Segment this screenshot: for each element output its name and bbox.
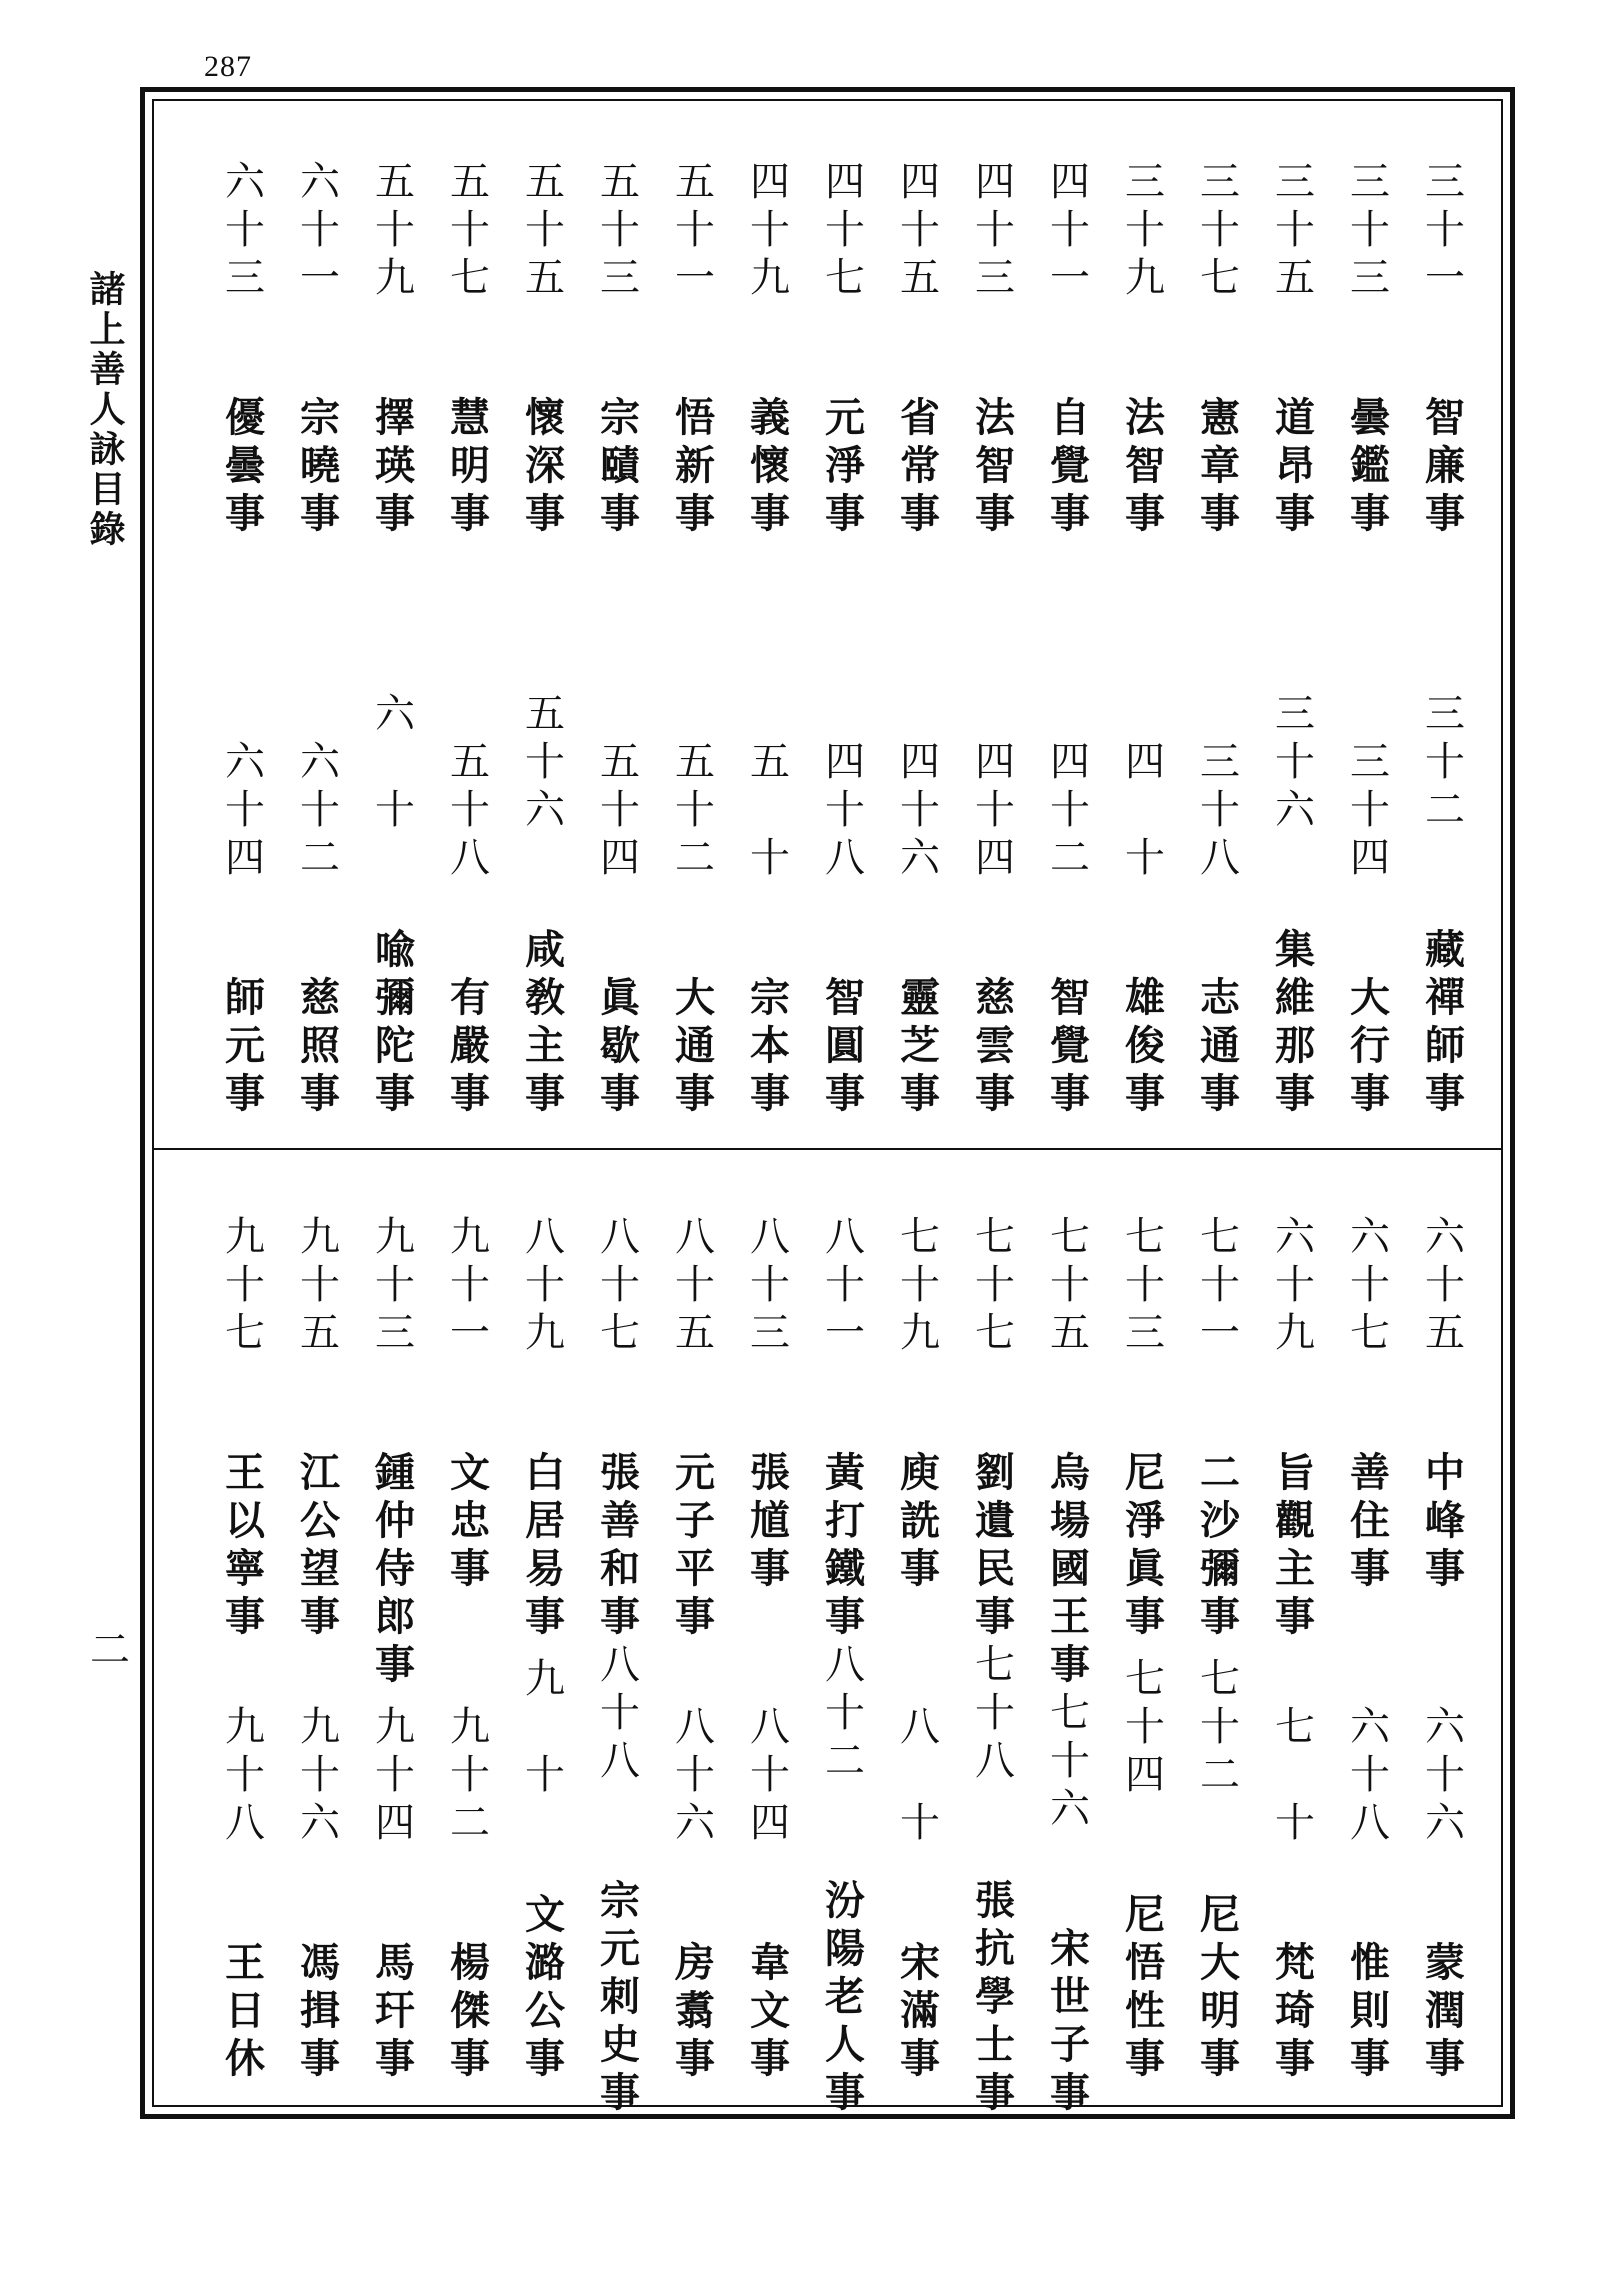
toc-column — [954, 160, 1029, 1120]
entry-title: 白居易事 — [518, 1451, 566, 1643]
toc-entry — [1118, 160, 1166, 540]
entry-title: 元子平事 — [668, 1451, 716, 1643]
toc-column — [429, 160, 504, 1120]
toc-entry — [293, 740, 341, 1120]
entry-title: 善住事 — [1343, 1451, 1391, 1595]
toc-entry — [218, 160, 266, 540]
entry-title: 宋世子事 — [1043, 1927, 1091, 2119]
toc-entry — [593, 1215, 641, 1643]
toc-column — [354, 1215, 429, 2085]
toc-entry — [1343, 1705, 1391, 2085]
toc-entry — [1193, 1215, 1241, 1643]
toc-entry — [443, 160, 491, 540]
entry-number: 九十六 — [293, 1705, 340, 1849]
entry-number: 四十五 — [893, 160, 940, 304]
toc-column — [279, 1215, 354, 2085]
entry-number: 三十六 — [1268, 692, 1315, 836]
toc-entry — [1268, 160, 1316, 540]
toc-entry — [1343, 740, 1391, 1120]
toc-entry — [443, 740, 491, 1120]
toc-entry — [293, 1705, 341, 2085]
entry-number: 八十九 — [518, 1215, 565, 1359]
entry-number: 九十一 — [443, 1215, 490, 1359]
toc-entry — [743, 160, 791, 540]
toc-entry — [668, 1215, 716, 1643]
entry-title: 馬玕事 — [368, 1941, 416, 2085]
toc-entry — [593, 1643, 641, 2119]
entry-title: 法智事 — [968, 396, 1016, 540]
entry-number: 三十七 — [1193, 160, 1240, 304]
entry-title: 曇鑑事 — [1343, 396, 1391, 540]
toc-column — [804, 1215, 879, 2119]
entry-title: 慈雲事 — [968, 976, 1016, 1120]
entry-number: 四 十 — [1118, 740, 1165, 884]
entry-title: 集維那事 — [1268, 928, 1316, 1120]
toc-entry — [1418, 160, 1466, 540]
toc-entry — [1418, 1215, 1466, 1595]
entry-number: 七十二 — [1193, 1657, 1240, 1801]
toc-column — [954, 1215, 1029, 2119]
toc-entry — [1193, 740, 1241, 1120]
toc-entry — [1418, 1705, 1466, 2085]
toc-column — [729, 1215, 804, 2085]
toc-entry — [218, 1705, 266, 2085]
toc-column — [429, 1215, 504, 2085]
toc-entry — [368, 1215, 416, 1691]
entry-number: 四十一 — [1043, 160, 1090, 304]
toc-column — [354, 160, 429, 1120]
entry-title: 房翥事 — [668, 1941, 716, 2085]
entry-number: 八十三 — [743, 1215, 790, 1359]
entry-title: 宗賾事 — [593, 396, 641, 540]
entry-title: 智廉事 — [1418, 396, 1466, 540]
toc-column — [579, 160, 654, 1120]
entry-title: 智覺事 — [1043, 976, 1091, 1120]
entry-number: 五十一 — [668, 160, 715, 304]
toc-entry — [818, 1643, 866, 2119]
toc-entry — [668, 1705, 716, 2085]
entry-number: 六十一 — [293, 160, 340, 304]
toc-column — [1404, 160, 1479, 1120]
entry-number: 六十八 — [1343, 1705, 1390, 1849]
top-half-contents — [152, 160, 1503, 1120]
toc-column — [1254, 1215, 1329, 2085]
entry-number: 九十三 — [368, 1215, 415, 1359]
entry-title: 藏禪師事 — [1418, 928, 1466, 1120]
toc-entry — [518, 1657, 566, 2085]
entry-number: 七十一 — [1193, 1215, 1240, 1359]
toc-entry — [443, 1215, 491, 1595]
entry-title: 中峰事 — [1418, 1451, 1466, 1595]
entry-number: 五 十 — [743, 740, 790, 884]
toc-entry — [968, 1643, 1016, 2119]
entry-title: 尼大明事 — [1193, 1893, 1241, 2085]
toc-column — [1329, 1215, 1404, 2085]
toc-entry — [218, 1215, 266, 1643]
entry-title: 元淨事 — [818, 396, 866, 540]
entry-number: 九十八 — [218, 1705, 265, 1849]
toc-column — [1029, 1215, 1104, 2119]
entry-number: 五十九 — [368, 160, 415, 304]
entry-title: 有嚴事 — [443, 976, 491, 1120]
toc-entry — [1118, 1215, 1166, 1643]
entry-title: 義懷事 — [743, 396, 791, 540]
entry-title: 道昂事 — [1268, 396, 1316, 540]
toc-column — [1179, 160, 1254, 1120]
toc-entry — [1193, 160, 1241, 540]
entry-number: 四十八 — [818, 740, 865, 884]
toc-entry — [1268, 692, 1316, 1120]
entry-title: 劉遺民事 — [968, 1451, 1016, 1643]
entry-title: 法智事 — [1118, 396, 1166, 540]
toc-entry — [1043, 1215, 1091, 1691]
entry-number: 六十六 — [1418, 1705, 1465, 1849]
entry-title: 靈芝事 — [893, 976, 941, 1120]
entry-number: 九十四 — [368, 1705, 415, 1849]
entry-title: 喩彌陀事 — [368, 928, 416, 1120]
entry-number: 五十六 — [518, 692, 565, 836]
entry-title: 文潞公事 — [518, 1893, 566, 2085]
entry-number: 八 十 — [893, 1705, 940, 1849]
entry-title: 張善和事 — [593, 1451, 641, 1643]
toc-entry — [293, 1215, 341, 1643]
entry-title: 張抗學士事 — [968, 1879, 1016, 2119]
toc-column — [504, 1215, 579, 2085]
entry-title: 憲章事 — [1193, 396, 1241, 540]
entry-number: 五十七 — [443, 160, 490, 304]
entry-number: 七十八 — [968, 1643, 1015, 1787]
entry-title: 江公望事 — [293, 1451, 341, 1643]
running-title: 諸上善人詠目錄 — [84, 270, 126, 550]
entry-number: 六十四 — [218, 740, 265, 884]
entry-number: 八十六 — [668, 1705, 715, 1849]
entry-title: 慧明事 — [443, 396, 491, 540]
toc-entry — [818, 160, 866, 540]
toc-entry — [293, 160, 341, 540]
toc-column — [729, 160, 804, 1120]
entry-number: 六十七 — [1343, 1215, 1390, 1359]
sheet-marker: 二 — [90, 1627, 130, 1673]
toc-entry — [743, 1215, 791, 1595]
entry-title: 省常事 — [893, 396, 941, 540]
entry-title: 慈照事 — [293, 976, 341, 1120]
toc-entry — [518, 692, 566, 1120]
entry-number: 三十三 — [1343, 160, 1390, 304]
toc-entry — [893, 160, 941, 540]
toc-column — [1179, 1215, 1254, 2085]
entry-number: 五十三 — [593, 160, 640, 304]
toc-column — [654, 1215, 729, 2085]
toc-entry — [743, 740, 791, 1120]
toc-entry — [668, 160, 716, 540]
entry-title: 黃打鐵事 — [818, 1451, 866, 1643]
bottom-half-contents — [152, 1215, 1503, 2119]
entry-title: 雄俊事 — [1118, 976, 1166, 1120]
entry-number: 七十九 — [893, 1215, 940, 1359]
toc-column — [879, 160, 954, 1120]
entry-title: 汾陽老人事 — [818, 1879, 866, 2119]
toc-entry — [1268, 1215, 1316, 1643]
entry-title: 擇瑛事 — [368, 396, 416, 540]
entry-title: 楊傑事 — [443, 1941, 491, 2085]
entry-title: 大行事 — [1343, 976, 1391, 1120]
toc-column — [654, 160, 729, 1120]
toc-column — [1104, 1215, 1179, 2085]
entry-title: 自覺事 — [1043, 396, 1091, 540]
entry-title: 大通事 — [668, 976, 716, 1120]
toc-column — [504, 160, 579, 1120]
toc-entry — [1043, 160, 1091, 540]
entry-number: 八十七 — [593, 1215, 640, 1359]
entry-title: 蒙潤事 — [1418, 1941, 1466, 2085]
entry-number: 八十五 — [668, 1215, 715, 1359]
entry-title: 優曇事 — [218, 396, 266, 540]
toc-column — [579, 1215, 654, 2119]
entry-title: 宗元刺史事 — [593, 1879, 641, 2119]
entry-number: 八十四 — [743, 1705, 790, 1849]
entry-number: 五十四 — [593, 740, 640, 884]
entry-number: 三十九 — [1118, 160, 1165, 304]
toc-entry — [368, 692, 416, 1120]
entry-number: 六十三 — [218, 160, 265, 304]
entry-number: 八十一 — [818, 1215, 865, 1359]
entry-title: 師元事 — [218, 976, 266, 1120]
section-divider — [152, 1148, 1503, 1150]
toc-entry — [368, 1705, 416, 2085]
entry-number: 七十六 — [1043, 1691, 1090, 1835]
entry-number: 三十一 — [1418, 160, 1465, 304]
toc-entry — [1118, 740, 1166, 1120]
entry-title: 旨觀主事 — [1268, 1451, 1316, 1643]
toc-column — [1329, 160, 1404, 1120]
entry-number: 六 十 — [368, 692, 415, 836]
entry-title: 志通事 — [1193, 976, 1241, 1120]
toc-column — [1404, 1215, 1479, 2085]
toc-entry — [1043, 740, 1091, 1120]
entry-title: 張馗事 — [743, 1451, 791, 1595]
entry-title: 韋文事 — [743, 1941, 791, 2085]
toc-entry — [593, 160, 641, 540]
toc-entry — [218, 740, 266, 1120]
entry-title: 王以寧事 — [218, 1451, 266, 1643]
entry-number: 七十七 — [968, 1215, 1015, 1359]
toc-column — [204, 1215, 279, 2085]
entry-number: 六十五 — [1418, 1215, 1465, 1359]
entry-number: 七十五 — [1043, 1215, 1090, 1359]
entry-title: 惟則事 — [1343, 1941, 1391, 2085]
entry-number: 六十九 — [1268, 1215, 1315, 1359]
toc-column — [1104, 160, 1179, 1120]
toc-column — [204, 160, 279, 1120]
entry-title: 悟新事 — [668, 396, 716, 540]
toc-entry — [668, 740, 716, 1120]
toc-entry — [893, 740, 941, 1120]
entry-title: 宋滿事 — [893, 1941, 941, 2085]
entry-title: 二沙彌事 — [1193, 1451, 1241, 1643]
toc-entry — [893, 1215, 941, 1595]
toc-entry — [1418, 692, 1466, 1120]
toc-column — [279, 160, 354, 1120]
page-number: 287 — [204, 50, 252, 83]
entry-title: 馮揖事 — [293, 1941, 341, 2085]
entry-title: 宗本事 — [743, 976, 791, 1120]
entry-number: 五十八 — [443, 740, 490, 884]
entry-number: 七十四 — [1118, 1657, 1165, 1801]
entry-number: 五十二 — [668, 740, 715, 884]
toc-entry — [593, 740, 641, 1120]
toc-column — [1254, 160, 1329, 1120]
toc-entry — [818, 1215, 866, 1643]
toc-entry — [368, 160, 416, 540]
entry-number: 四十七 — [818, 160, 865, 304]
entry-title: 尼淨眞事 — [1118, 1451, 1166, 1643]
entry-number: 六十二 — [293, 740, 340, 884]
entry-title: 文忠事 — [443, 1451, 491, 1595]
toc-entry — [1118, 1657, 1166, 2085]
toc-entry — [1268, 1705, 1316, 2085]
entry-number: 三十四 — [1343, 740, 1390, 884]
entry-number: 三十五 — [1268, 160, 1315, 304]
toc-entry — [968, 740, 1016, 1120]
toc-entry — [743, 1705, 791, 2085]
toc-entry — [518, 160, 566, 540]
entry-number: 三十二 — [1418, 692, 1465, 836]
entry-number: 四十三 — [968, 160, 1015, 304]
toc-entry — [518, 1215, 566, 1643]
entry-number: 七 十 — [1268, 1705, 1315, 1849]
entry-number: 九十二 — [443, 1705, 490, 1849]
entry-number: 九 十 — [518, 1657, 565, 1801]
toc-entry — [818, 740, 866, 1120]
entry-number: 四十二 — [1043, 740, 1090, 884]
toc-column — [1029, 160, 1104, 1120]
toc-entry — [1343, 160, 1391, 540]
toc-column — [804, 160, 879, 1120]
entry-number: 四十九 — [743, 160, 790, 304]
entry-number: 七十三 — [1118, 1215, 1165, 1359]
entry-title: 眞歇事 — [593, 976, 641, 1120]
toc-entry — [968, 160, 1016, 540]
entry-title: 庾詵事 — [893, 1451, 941, 1595]
entry-title: 梵琦事 — [1268, 1941, 1316, 2085]
entry-title: 尼悟性事 — [1118, 1893, 1166, 2085]
entry-number: 五十五 — [518, 160, 565, 304]
toc-entry — [1043, 1691, 1091, 2119]
entry-title: 智圓事 — [818, 976, 866, 1120]
toc-entry — [968, 1215, 1016, 1643]
toc-entry — [443, 1705, 491, 2085]
toc-entry — [1343, 1215, 1391, 1595]
entry-title: 懷深事 — [518, 396, 566, 540]
toc-entry — [893, 1705, 941, 2085]
entry-title: 烏場國王事 — [1043, 1451, 1091, 1691]
entry-number: 三十八 — [1193, 740, 1240, 884]
entry-number: 四十四 — [968, 740, 1015, 884]
entry-title: 咸敎主事 — [518, 928, 566, 1120]
toc-column — [879, 1215, 954, 2085]
entry-title: 鍾仲侍郎事 — [368, 1451, 416, 1691]
entry-number: 八十二 — [818, 1643, 865, 1787]
entry-number: 四十六 — [893, 740, 940, 884]
toc-entry — [1193, 1657, 1241, 2085]
entry-number: 九十七 — [218, 1215, 265, 1359]
entry-number: 八十八 — [593, 1643, 640, 1787]
entry-title: 宗曉事 — [293, 396, 341, 540]
entry-title: 王日休 — [218, 1941, 266, 2085]
entry-number: 九十五 — [293, 1215, 340, 1359]
